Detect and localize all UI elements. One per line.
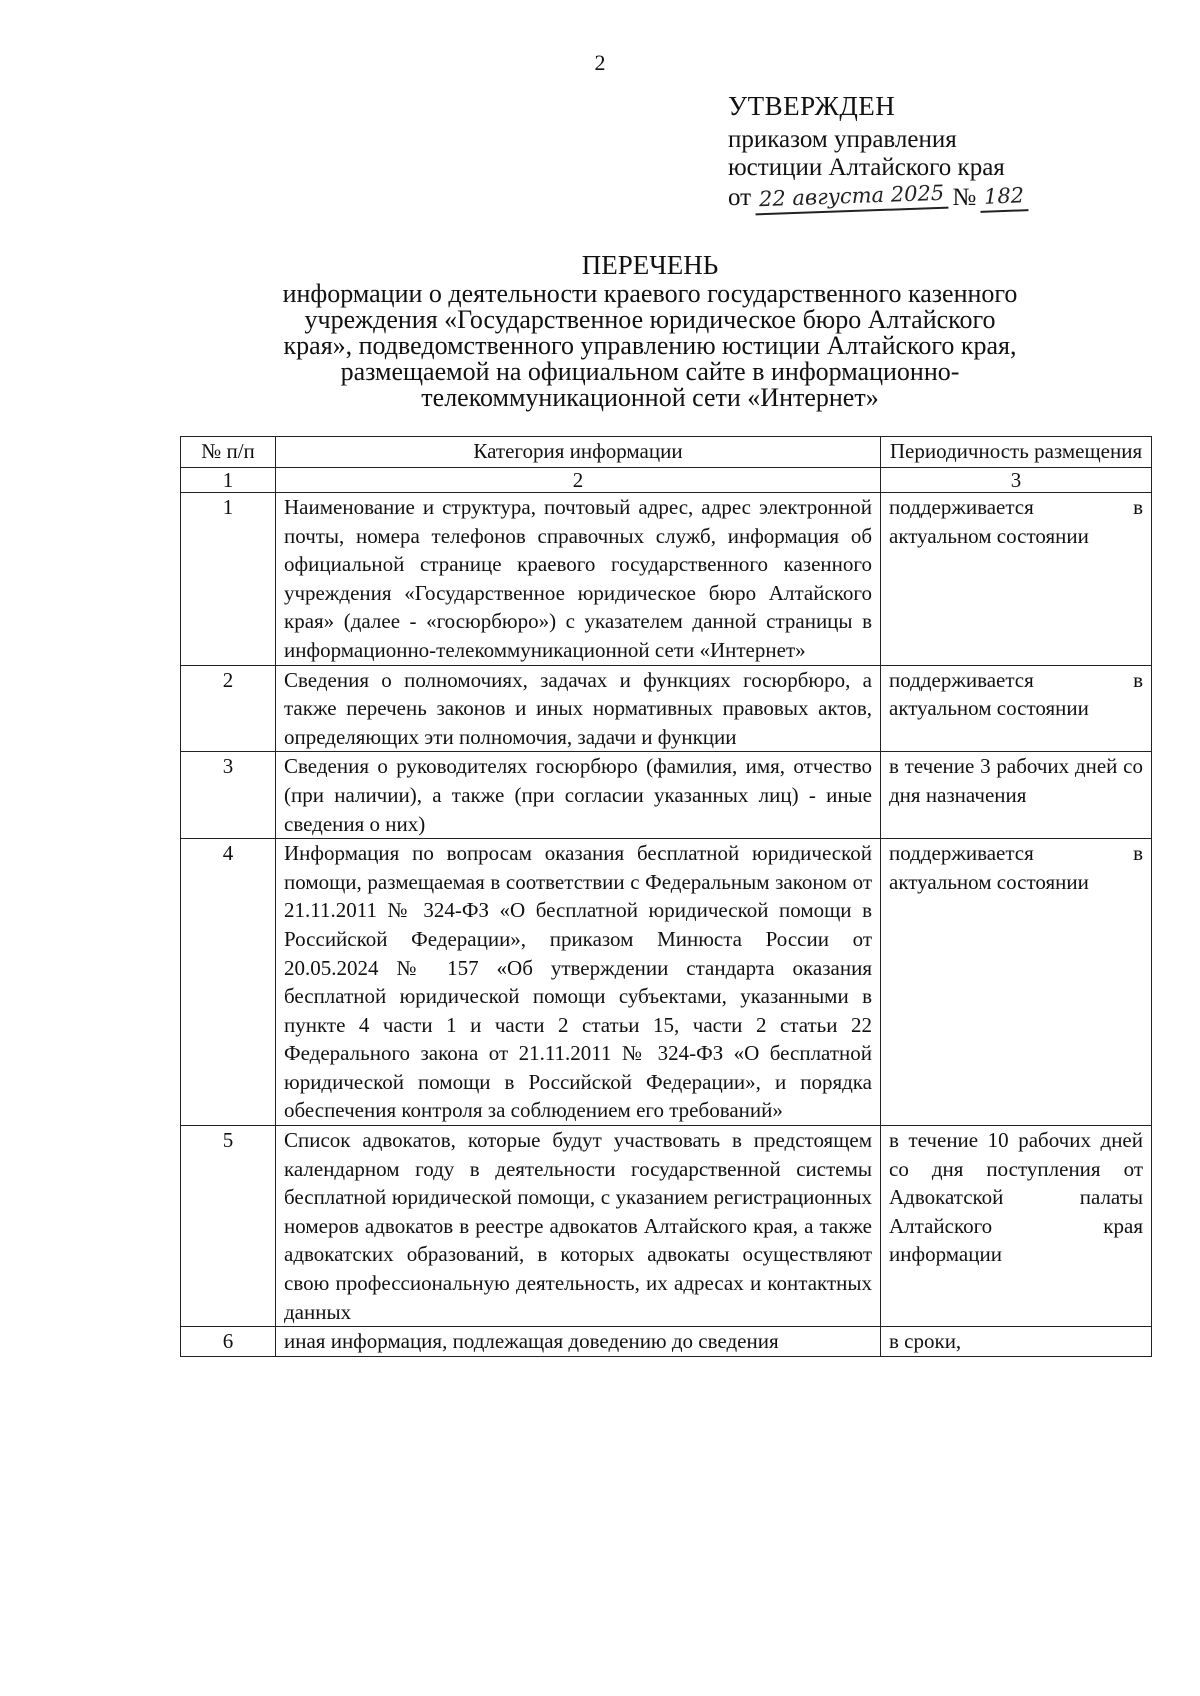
number-label: № — [952, 184, 977, 211]
document-subtitle — [160, 281, 1140, 411]
subtitle-line: телекоммуникационной сети «Интернет» — [421, 383, 879, 412]
table-row — [181, 839, 1152, 1126]
row-category: Наименование и структура, почтовый адрес, адрес электронной почты, номера телефонов справочных служб, информация об официальной странице краевого государственного казенного учреждения «Государственное юридическое бюро Алтайского края» (далее - «госюрбюро») с указателем данной страницы в информационно-телекоммуникационной сети «Интернет» — [276, 493, 881, 666]
row-number: 4 — [181, 839, 276, 1126]
column-number: 1 — [181, 468, 276, 493]
handwritten-number: 182 — [980, 181, 1029, 213]
row-category: Информация по вопросам оказания бесплатной юридической помощи, размещаемая в соответствии с Федеральным законом от 21.11.2011 № 324-ФЗ «О бесплатной юридической помощи в Российской Федерации», приказом Минюста России от 20.05.2024 № 157 «Об утверждении стандарта оказания бесплатной юридической помощи субъектами, указанными в пункте 4 части 1 и части 2 статьи 15, части 2 статьи 22 Федерального закона от 21.11.2011 № 324-ФЗ «О бесплатной юридической помощи в Российской Федерации», и порядка обеспечения контроля за соблюдением его требований» — [276, 839, 881, 1126]
row-category: Сведения о руководителях госюрбюро (фамилия, имя, отчество (при наличии), а также (при согласии указанных лиц) - иные сведения о них) — [276, 752, 881, 839]
page-number: 2 — [594, 50, 606, 75]
table-header-row — [181, 437, 1152, 468]
row-periodicity: в сроки, — [881, 1327, 1152, 1357]
row-category: Список адвокатов, которые будут участвовать в предстоящем календарном году в деятельности государственной системы бесплатной юридической помощи, с указанием регистрационных номеров адвокатов в реестре адвокатов Алтайского края, а также адвокатских образований, в которых адвокаты осуществляют свою профессиональную деятельность, их адресах и контактных данных — [276, 1126, 881, 1327]
row-number: 1 — [181, 493, 276, 666]
header-category: Категория информации — [276, 437, 881, 468]
row-number: 5 — [181, 1126, 276, 1327]
row-periodicity: поддерживается в актуальном состоянии — [881, 839, 1152, 1126]
row-periodicity: в течение 10 рабочих дней со дня поступления от Адвокатской палаты Алтайского края информации — [881, 1126, 1152, 1327]
from-label: от — [728, 184, 752, 211]
row-periodicity: поддерживается в актуальном состоянии — [881, 665, 1152, 752]
row-category: Сведения о полномочиях, задачах и функциях госюрбюро, а также перечень законов и иных нормативных правовых актов, определяющих эти полномочия, задачи и функции — [276, 665, 881, 752]
approval-date-line — [728, 182, 1032, 212]
column-numbers-row — [181, 468, 1152, 493]
row-number: 3 — [181, 752, 276, 839]
subtitle-line: размещаемой на официальном сайте в информационно- — [340, 357, 960, 386]
column-number: 3 — [881, 468, 1152, 493]
table-row — [181, 752, 1152, 839]
document-heading — [160, 252, 1140, 411]
subtitle-line: края», подведомственного управлению юстиции Алтайского края, — [283, 331, 1017, 360]
row-category: иная информация, подлежащая доведению до сведения — [276, 1327, 881, 1357]
approval-line-1: приказом управления — [728, 126, 957, 153]
table-row — [181, 665, 1152, 752]
column-number: 2 — [276, 468, 881, 493]
handwritten-date: 22 августа 2025 — [755, 179, 949, 216]
approval-title: УТВЕРЖДЕН — [728, 91, 896, 121]
document-title: ПЕРЕЧЕНЬ — [581, 250, 719, 280]
table-row — [181, 493, 1152, 666]
table-row — [181, 1327, 1152, 1357]
info-table — [180, 436, 1152, 1357]
approval-line-2: юстиции Алтайского края — [728, 154, 1005, 181]
header-periodicity: Периодичность размещения — [881, 437, 1152, 468]
header-number: № п/п — [181, 437, 276, 468]
row-number: 2 — [181, 665, 276, 752]
table-row — [181, 1126, 1152, 1327]
row-periodicity: поддерживается в актуальном состоянии — [881, 493, 1152, 666]
approval-stamp — [728, 92, 1032, 212]
subtitle-line: информации о деятельности краевого государственного казенного — [282, 279, 1018, 308]
row-number: 6 — [181, 1327, 276, 1357]
row-periodicity: в течение 3 рабочих дней со дня назначения — [881, 752, 1152, 839]
subtitle-line: учреждения «Государственное юридическое бюро Алтайского — [304, 305, 996, 334]
